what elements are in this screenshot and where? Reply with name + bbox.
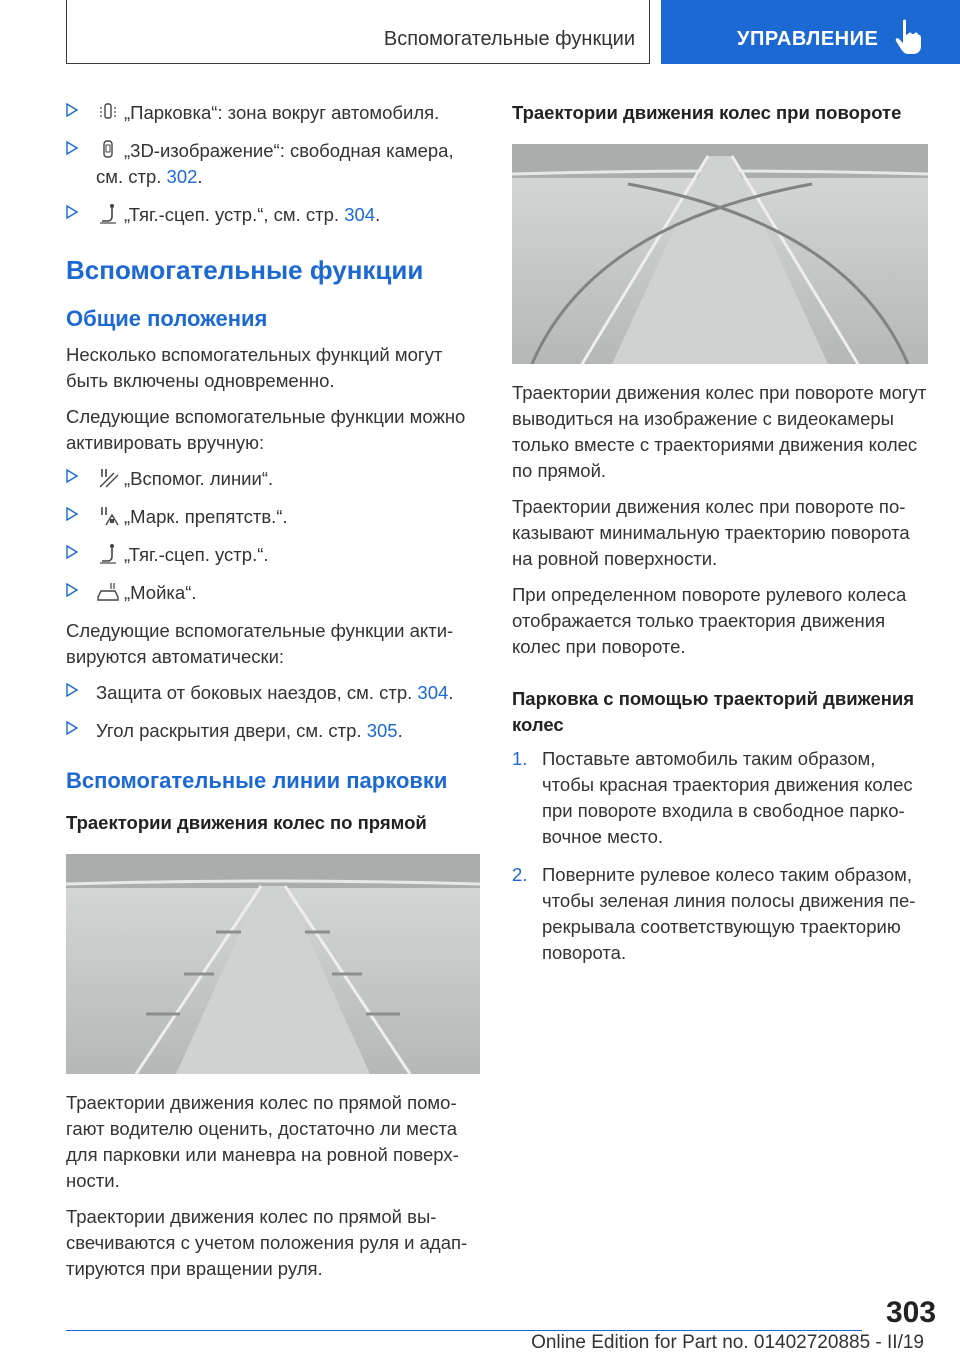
list-item: 2. Поверните рулевое колесо таким образом, чтобы зеленая линия полосы движения перекрывала соответствующую траекторию поворота.	[512, 864, 916, 963]
paragraph: При определенном повороте рулевого колеса отображается только траектория движения колес при повороте.	[512, 584, 907, 657]
triangle-bullet-icon	[66, 683, 78, 697]
paragraph: Следующие вспомогательные функции можно активировать вручную:	[66, 406, 466, 453]
turn-trajectory-illustration	[512, 144, 928, 364]
subsection-title-general: Общие положения	[66, 306, 268, 331]
paragraph: Несколько вспомогательных функций могут быть включены одновременно.	[66, 344, 443, 391]
list-item: Угол раскрытия двери, см. стр. 305.	[66, 718, 480, 744]
subsection-title-parking-lines: Вспомогательные линии парковки	[66, 768, 448, 793]
list-item: „Мойка“.	[66, 580, 480, 606]
left-column	[66, 100, 480, 1292]
triangle-bullet-icon	[66, 583, 78, 597]
page-link[interactable]: 304	[417, 682, 449, 703]
paragraph: Траектории движения колес по прямой высвечиваются с учетом положения руля и адаптируются при вращении руля.	[66, 1206, 468, 1279]
page-link[interactable]: 305	[366, 720, 398, 741]
step-number: 1.	[512, 748, 528, 769]
guide-lines-icon	[96, 467, 120, 489]
block-title-parking: Парковка с помощью траекторий движения колес	[512, 688, 915, 735]
header-chapter-tab[interactable]	[661, 0, 960, 64]
triangle-bullet-icon	[66, 103, 78, 117]
list-item: „Тяг.-сцеп. устр.“, см. стр. 304.	[66, 202, 480, 228]
obstacle-marking-icon	[96, 505, 120, 527]
paragraph: Траектории движения колес при повороте показывают минимальную траекторию поворота на ровной поверхности.	[512, 496, 910, 569]
triangle-bullet-icon	[66, 721, 78, 735]
3d-view-icon	[96, 139, 120, 161]
paragraph: Траектории движения колес при повороте могут выводиться на изображение с видеокамеры только вместе с траекториями движения колес по прямой.	[512, 382, 927, 481]
parking-view-icon	[96, 101, 120, 123]
list-item: „Вспомог. линии“.	[66, 466, 480, 492]
page-number: 303	[886, 1296, 937, 1329]
triangle-bullet-icon	[66, 507, 78, 521]
list-item: „Тяг.-сцеп. устр.“.	[66, 542, 480, 568]
list-item: Защита от боковых наездов, см. стр. 304.	[66, 680, 480, 706]
header-chapter-title: УПРАВЛЕНИЕ	[737, 28, 879, 50]
trailer-hitch-icon	[96, 543, 120, 565]
list-item: „Парковка“: зона вокруг автомобиля.	[66, 100, 480, 126]
pointing-hand-icon	[893, 18, 923, 56]
list-item: „Марк. препятств.“.	[66, 504, 480, 530]
step-number: 2.	[512, 864, 528, 885]
triangle-bullet-icon	[66, 545, 78, 559]
triangle-bullet-icon	[66, 141, 78, 155]
paragraph: Следующие вспомогательные функции активируются автоматически:	[66, 620, 454, 667]
header-section-title: Вспомогательные функции	[383, 28, 635, 50]
triangle-bullet-icon	[66, 205, 78, 219]
list-item: „3D-изображение“: свободная камера, см. стр. 302.	[66, 138, 480, 190]
page-link[interactable]: 304	[344, 204, 376, 225]
straight-trajectory-illustration	[66, 854, 480, 1074]
footer-divider	[66, 1330, 862, 1331]
paragraph: Траектории движения колес по прямой помогают водителю оценить, достаточно ли места для парковки или маневра на ровной поверхности.	[66, 1092, 459, 1191]
triangle-bullet-icon	[66, 469, 78, 483]
right-column	[512, 100, 928, 978]
page-link[interactable]: 302	[166, 166, 198, 187]
section-title: Вспомогательные функции	[66, 255, 424, 285]
header-section-tab	[66, 0, 650, 64]
block-title-straight: Траектории движения колес по прямой	[66, 812, 427, 833]
car-wash-icon	[96, 581, 120, 603]
block-title-turn: Траектории движения колес при повороте	[512, 102, 902, 123]
trailer-hitch-icon	[96, 203, 120, 225]
list-item: 1. Поставьте автомобиль таким образом, чтобы красная траектория движения колес при повороте входила в свободное парковочное место.	[512, 748, 913, 847]
footer-edition: Online Edition for Part no. 01402720885 - II/19	[531, 1332, 924, 1353]
